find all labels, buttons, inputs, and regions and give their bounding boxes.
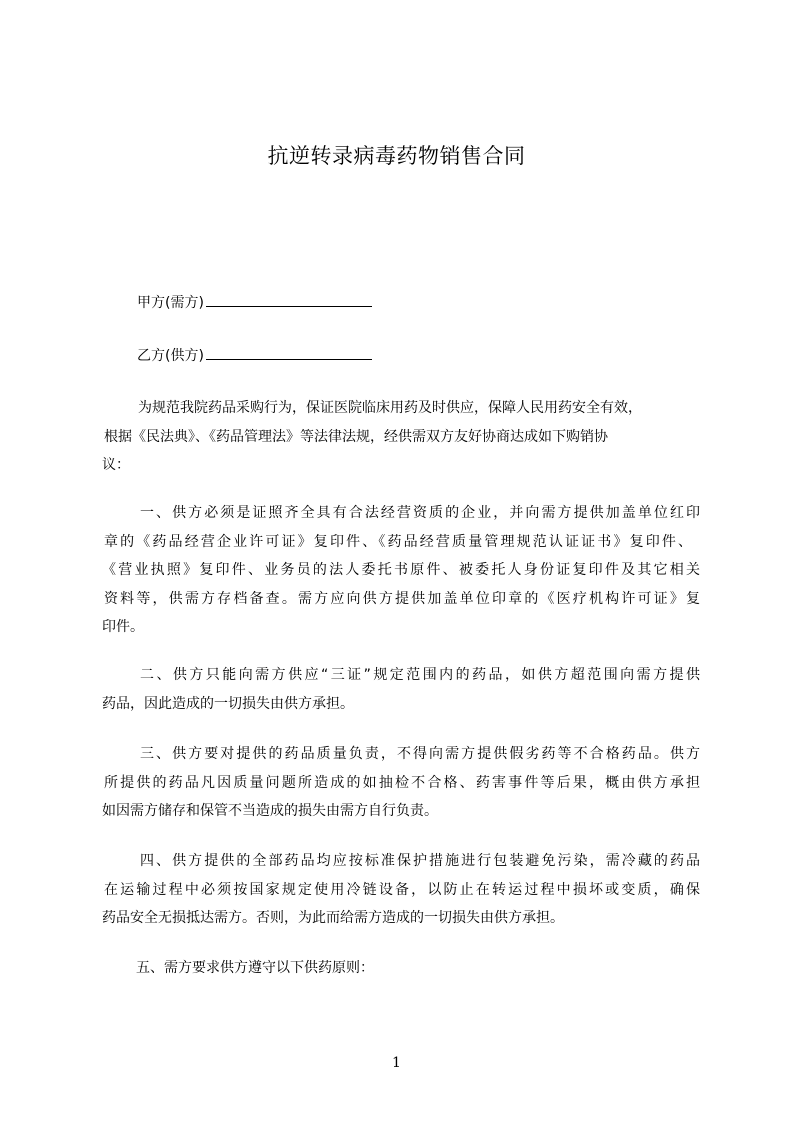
text-line: 章的《药品经营企业许可证》复印件、《药品经营质量管理规范认证证书》复印件、 — [104, 533, 692, 550]
clause-3-paragraph — [102, 740, 702, 826]
text-line: 五、需方要求供方遵守以下供药原则： — [136, 960, 374, 976]
party-b-blank — [206, 345, 372, 360]
text-line: 资料等，供需方存档备查。需方应向供方提供加盖单位印章的《医疗机构许可证》复 — [104, 590, 700, 607]
preamble-paragraph — [102, 394, 702, 480]
clause-5-paragraph — [102, 954, 702, 983]
party-b-line — [137, 345, 372, 366]
clause-1-paragraph — [102, 499, 702, 642]
text-line: 根据《民法典》、《药品管理法》等法律法规，经供需双方友好协商达成如下购销协 — [104, 428, 608, 445]
text-line: 为规范我院药品采购行为，保证医院临床用药及时供应，保障人民用药安全有效， — [138, 400, 642, 416]
text-line: 如因需方储存和保管不当造成的损失由需方自行负责。 — [102, 803, 438, 819]
text-line: 所提供的药品凡因质量问题所造成的如抽检不合格、药害事件等后果，概由供方承担 — [104, 774, 700, 791]
party-a-blank — [206, 292, 372, 307]
text-line: 一、供方必须是证照齐全具有合法经营资质的企业，并向需方提供加盖单位红印 — [140, 505, 700, 521]
party-a-label: 甲方(需方) — [137, 295, 204, 311]
document-title: 抗逆转录病毒药物销售合同 — [267, 144, 526, 168]
text-line: 二、供方只能向需方供应“三证”规定范围内的药品，如供方超范围向需方提供 — [140, 667, 700, 683]
party-b-label: 乙方(供方) — [137, 348, 204, 364]
text-line: 四、供方提供的全部药品均应按标准保护措施进行包装避免污染，需冷藏的药品 — [140, 853, 700, 869]
clause-4-paragraph — [102, 847, 702, 933]
text-line: 药品安全无损抵达需方。否则，为此而给需方造成的一切损失由供方承担。 — [102, 910, 564, 926]
text-line: 《营业执照》复印件、业务员的法人委托书原件、被委托人身份证复印件及其它相关 — [102, 562, 700, 578]
text-line: 在运输过程中必须按国家规定使用冷链设备，以防止在转运过程中损坏或变质，确保 — [104, 881, 700, 898]
clause-2-paragraph — [102, 661, 702, 718]
text-line: 药品，因此造成的一切损失由供方承担。 — [102, 695, 354, 712]
text-line: 三、供方要对提供的药品质量负责，不得向需方提供假劣药等不合格药品。供方 — [140, 746, 700, 762]
party-a-line — [137, 292, 372, 313]
page-number: 1 — [392, 1055, 401, 1071]
text-line: 印件。 — [102, 619, 144, 635]
text-line: 议： — [102, 457, 130, 473]
